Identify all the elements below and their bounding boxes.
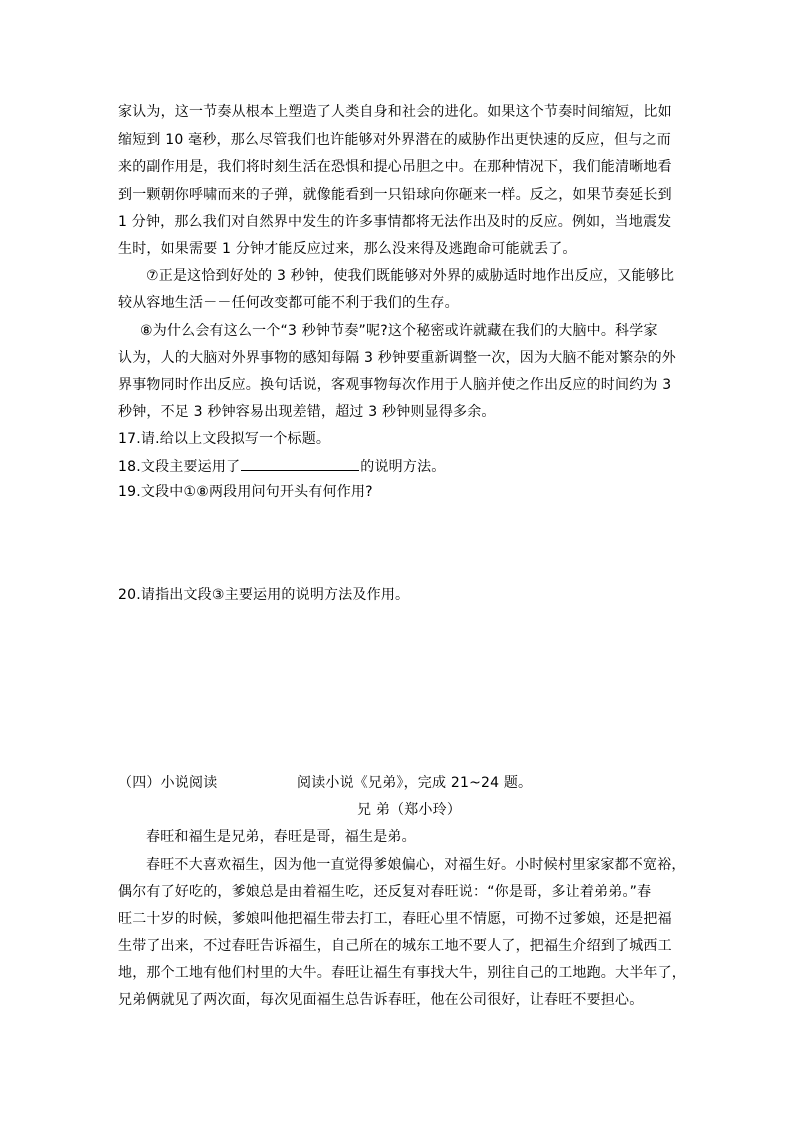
section-instruction: 阅读小说《兄弟》，完成 21~24 题。: [297, 775, 533, 791]
passage-line: 到一颗朝你呼啸而来的子弹，就像能看到一只铅球向你砸来一样。反之，如果节奏延长到: [118, 187, 672, 203]
passage-line: 1 分钟，那么我们对自然界中发生的许多事情都将无法作出及时的反应。例如，当地震发: [118, 214, 672, 230]
passage-line: 秒钟，不足 3 秒钟容易出现差错，超过 3 秒钟则显得多余。: [118, 404, 496, 420]
passage-line: 生时，如果需要 1 分钟才能反应过来，那么没来得及逃跑命可能就丢了。: [118, 241, 577, 257]
passage-line: 来的副作用是，我们将时刻生活在恐惧和提心吊胆之中。在那种情况下，我们能清晰地看: [118, 159, 672, 175]
story-line: 春旺和福生是兄弟，春旺是哥，福生是弟。: [146, 829, 416, 845]
question-18: [118, 456, 445, 477]
question-18-before: 18.文段主要运用了: [118, 459, 241, 475]
story-line: 偶尔有了好吃的，爹娘总是由着福生吃，还反复对春旺说：“你是哥，多让着弟弟。”春: [118, 884, 652, 900]
story-title: 兄 弟（郑小玲）: [357, 802, 462, 818]
question-19: 19.文段中①⑧两段用问句开头有何作用?: [118, 484, 373, 500]
passage-line: 较从容地生活－－任何改变都可能不利于我们的生存。: [118, 295, 459, 311]
story-line: 旺二十岁的时候，爹娘叫他把福生带去打工，春旺心里不情愿，可拗不过爹娘，还是把福: [118, 911, 672, 927]
passage-line: 缩短到 10 毫秒，那么尽管我们也许能够对外界潜在的威胁作出更快速的反应，但与之而: [118, 132, 671, 148]
section-label: （四）小说阅读: [118, 775, 218, 791]
passage-line: 认为，人的大脑对外界事物的感知每隔 3 秒钟要重新调整一次，因为大脑不能对繁杂的外: [118, 350, 677, 366]
answer-blank[interactable]: [241, 456, 359, 471]
story-line: 生带了出来，不过春旺告诉福生，自己所在的城东工地不要人了，把福生介绍到了城西工: [118, 938, 672, 954]
question-18-after: 的说明方法。: [360, 459, 446, 475]
passage-line: ⑧为什么会有这么一个“3 秒钟节奏”呢?这个秘密或许就藏在我们的大脑中。科学家: [140, 323, 658, 339]
question-17: 17.请.给以上文段拟写一个标题。: [118, 431, 331, 447]
story-line: 兄弟俩就见了两次面，每次见面福生总告诉春旺，他在公司很好，让春旺不要担心。: [118, 992, 644, 1008]
story-line: 地，那个工地有他们村里的大牛。春旺让福生有事找大牛，别往自己的工地跑。大半年了，: [118, 965, 686, 981]
question-20: 20.请指出文段③主要运用的说明方法及作用。: [118, 587, 410, 603]
passage-line: 家认为，这一节奏从根本上塑造了人类自身和社会的进化。如果这个节奏时间缩短，比如: [118, 104, 672, 120]
story-line: 春旺不大喜欢福生，因为他一直觉得爹娘偏心，对福生好。小时候村里家家都不宽裕，: [146, 857, 686, 873]
passage-line: 界事物同时作出反应。换句话说，客观事物每次作用于人脑并使之作出反应的时间约为 3: [118, 377, 672, 393]
passage-line: ⑦正是这恰到好处的 3 秒钟，使我们既能够对外界的威胁适时地作出反应，又能够比: [146, 268, 675, 284]
